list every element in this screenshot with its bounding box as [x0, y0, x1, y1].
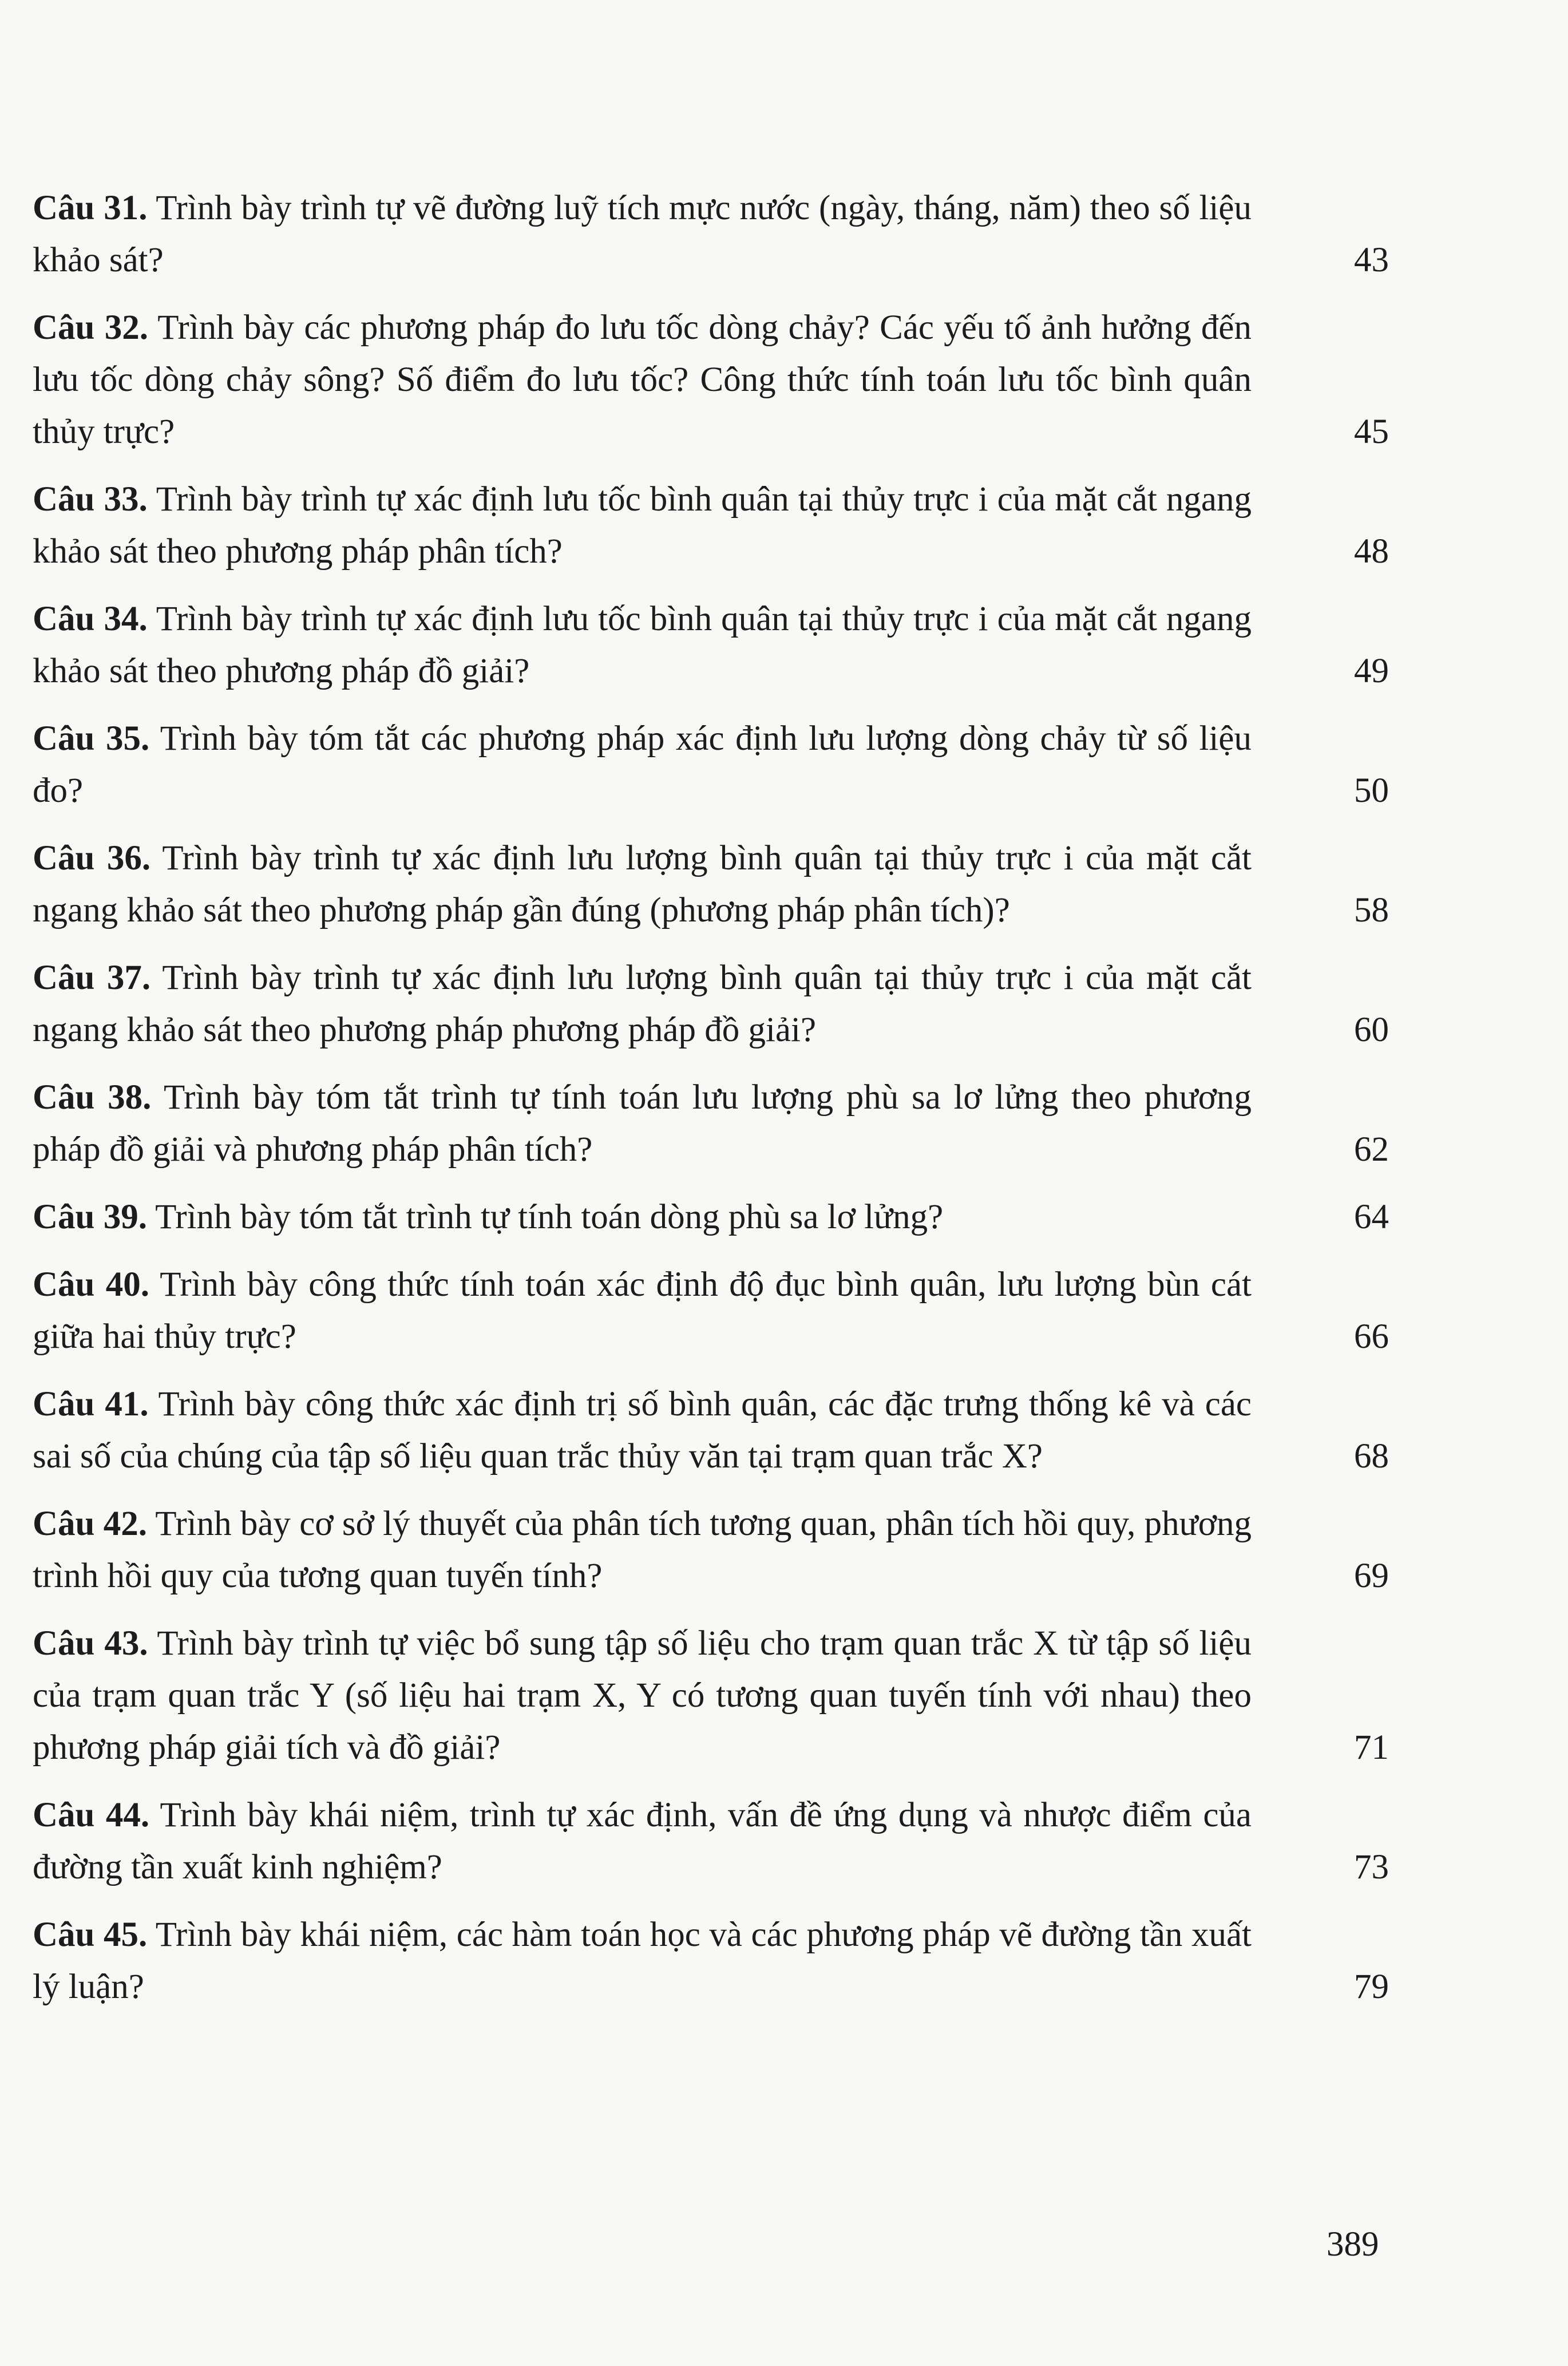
toc-entry [33, 1191, 1389, 1243]
question-label: Câu 43. [33, 1624, 148, 1663]
question-text: Trình bày trình tự vẽ đường luỹ tích mực nước (ngày, tháng, năm) theo số liệu khảo sát? [33, 189, 1252, 279]
page-ref: 60 [1354, 1011, 1389, 1049]
toc-entry [33, 1071, 1389, 1176]
toc-entry [33, 952, 1389, 1056]
question-text: Trình bày tóm tắt các phương pháp xác định lưu lượng dòng chảy từ số liệu đo? [33, 719, 1252, 810]
toc-entry [33, 1498, 1389, 1602]
page-ref: 50 [1354, 771, 1389, 810]
question-label: Câu 39. [33, 1198, 147, 1236]
page-ref: 64 [1354, 1198, 1389, 1236]
page-ref: 49 [1354, 652, 1389, 690]
question-label: Câu 45. [33, 1916, 148, 1954]
table-of-contents [33, 182, 1389, 2028]
question-label: Câu 41. [33, 1385, 149, 1423]
page-ref: 43 [1354, 241, 1389, 279]
toc-entry [33, 1259, 1389, 1363]
toc-entry [33, 302, 1389, 458]
toc-entry [33, 1789, 1389, 1893]
page-ref: 62 [1354, 1130, 1389, 1169]
page-ref: 58 [1354, 891, 1389, 929]
question-text: Trình bày trình tự xác định lưu lượng bình quân tại thủy trực i của mặt cắt ngang khảo sát theo phương pháp phương pháp đồ giải? [33, 959, 1252, 1049]
question-text: Trình bày trình tự việc bổ sung tập số liệu cho trạm quan trắc X từ tập số liệu của trạm quan trắc Y (số liệu hai trạm X, Y có tương quan tuyến tính với nhau) theo phương pháp giải tích và đồ giải? [33, 1624, 1252, 1767]
question-text: Trình bày tóm tắt trình tự tính toán dòng phù sa lơ lửng? [155, 1198, 944, 1236]
toc-entry [33, 1909, 1389, 2013]
question-label: Câu 32. [33, 308, 149, 347]
page-ref: 79 [1354, 1968, 1389, 2006]
question-text: Trình bày công thức tính toán xác định độ đục bình quân, lưu lượng bùn cát giữa hai thủy trực? [33, 1265, 1252, 1356]
question-label: Câu 34. [33, 600, 148, 638]
page-number: 389 [1327, 2225, 1379, 2264]
question-label: Câu 42. [33, 1505, 148, 1543]
page-ref: 68 [1354, 1437, 1389, 1475]
page-ref: 73 [1354, 1848, 1389, 1886]
question-label: Câu 37. [33, 959, 151, 997]
question-label: Câu 31. [33, 189, 148, 227]
question-text: Trình bày khái niệm, các hàm toán học và các phương pháp vẽ đường tần xuất lý luận? [33, 1916, 1252, 2006]
question-label: Câu 35. [33, 719, 150, 758]
question-text: Trình bày tóm tắt trình tự tính toán lưu lượng phù sa lơ lửng theo phương pháp đồ giải và phương pháp phân tích? [33, 1078, 1252, 1169]
question-label: Câu 36. [33, 839, 151, 877]
toc-entry [33, 593, 1389, 697]
toc-entry [33, 832, 1389, 936]
toc-entry [33, 182, 1389, 286]
question-text: Trình bày các phương pháp đo lưu tốc dòng chảy? Các yếu tố ảnh hưởng đến lưu tốc dòng chảy sông? Số điểm đo lưu tốc? Công thức tính toán lưu tốc bình quân thủy trực? [33, 308, 1252, 451]
question-label: Câu 44. [33, 1796, 150, 1834]
question-text: Trình bày trình tự xác định lưu lượng bình quân tại thủy trực i của mặt cắt ngang khảo sát theo phương pháp gần đúng (phương pháp phân tích)? [33, 839, 1252, 929]
question-text: Trình bày trình tự xác định lưu tốc bình quân tại thủy trực i của mặt cắt ngang khảo sát theo phương pháp phân tích? [33, 480, 1252, 571]
question-label: Câu 33. [33, 480, 148, 519]
page-ref: 48 [1354, 532, 1389, 571]
page-ref: 69 [1354, 1557, 1389, 1595]
toc-entry [33, 713, 1389, 817]
toc-entry [33, 473, 1389, 577]
question-text: Trình bày cơ sở lý thuyết của phân tích tương quan, phân tích hồi quy, phương trình hồi quy của tương quan tuyến tính? [33, 1505, 1252, 1595]
toc-entry [33, 1617, 1389, 1774]
question-text: Trình bày khái niệm, trình tự xác định, vấn đề ứng dụng và nhược điểm của đường tần xuất kinh nghiệm? [33, 1796, 1252, 1886]
question-text: Trình bày trình tự xác định lưu tốc bình quân tại thủy trực i của mặt cắt ngang khảo sát theo phương pháp đồ giải? [33, 600, 1252, 690]
page-ref: 45 [1354, 413, 1389, 451]
page-ref: 71 [1354, 1728, 1389, 1767]
question-label: Câu 38. [33, 1078, 152, 1117]
toc-entry [33, 1378, 1389, 1482]
question-label: Câu 40. [33, 1265, 150, 1304]
page-ref: 66 [1354, 1317, 1389, 1356]
question-text: Trình bày công thức xác định trị số bình quân, các đặc trưng thống kê và các sai số của chúng của tập số liệu quan trắc thủy văn tại trạm quan trắc X? [33, 1385, 1252, 1475]
